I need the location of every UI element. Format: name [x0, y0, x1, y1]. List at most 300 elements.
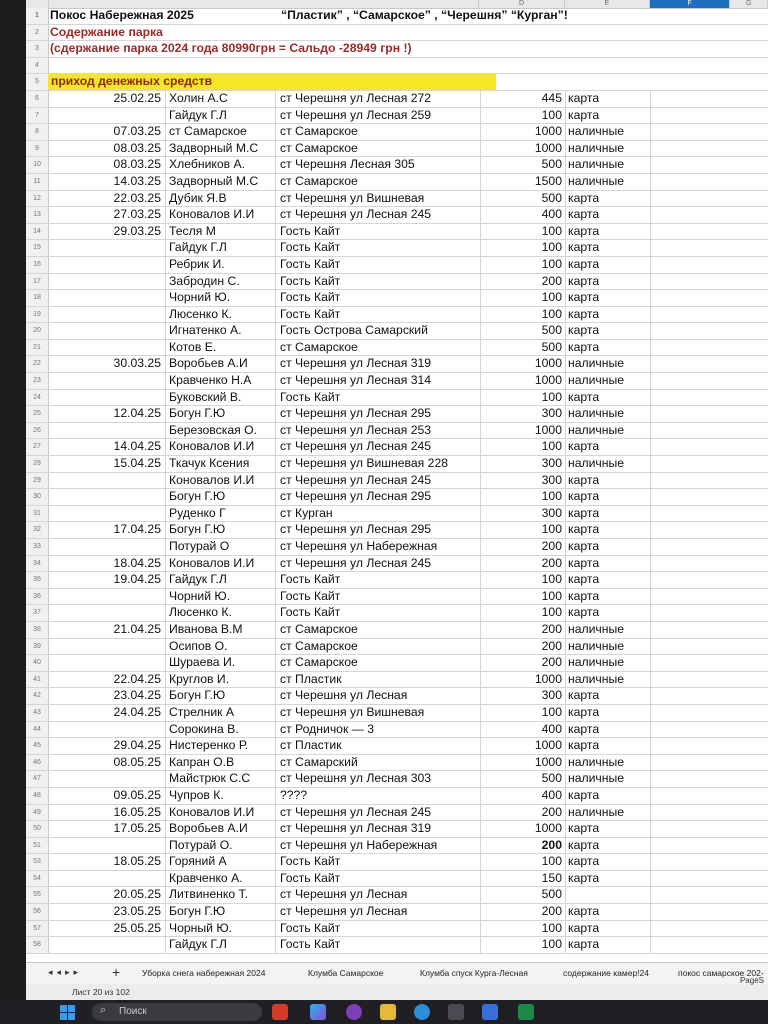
place-cell[interactable]: Гость Кайт [276, 589, 481, 605]
payment-cell[interactable]: наличные [566, 174, 651, 190]
row-number[interactable]: 17 [26, 274, 49, 290]
name-cell[interactable]: Хлебников А. [166, 157, 276, 173]
place-cell[interactable]: Гость Кайт [276, 854, 481, 870]
name-cell[interactable]: Круглов И. [166, 672, 276, 688]
column-header-g[interactable]: G [730, 0, 768, 8]
name-cell[interactable]: Березовская О. [166, 423, 276, 439]
place-cell[interactable]: Гость Кайт [276, 937, 481, 953]
place-cell[interactable]: ст Черешня ул Набережная [276, 838, 481, 854]
sheet-tab[interactable]: покос самарское 202- [678, 968, 764, 978]
amount-cell[interactable]: 100 [481, 854, 566, 870]
payment-cell[interactable]: наличные [566, 755, 651, 771]
title-right[interactable]: “Пластик” , “Самарское” , “Черешня” “Курган”! [281, 8, 568, 22]
row-number[interactable]: 39 [26, 639, 49, 655]
add-sheet-button[interactable]: + [112, 964, 121, 980]
date-cell[interactable]: 22.04.25 [48, 672, 166, 688]
place-cell[interactable]: ст Самарское [276, 655, 481, 671]
name-cell[interactable]: Чупров К. [166, 788, 276, 804]
name-cell[interactable]: Кравченко А. [166, 871, 276, 887]
date-cell[interactable] [48, 539, 166, 555]
amount-cell[interactable]: 500 [481, 157, 566, 173]
row-number[interactable]: 56 [26, 904, 49, 920]
amount-cell[interactable]: 200 [481, 556, 566, 572]
payment-cell[interactable]: карта [566, 290, 651, 306]
date-cell[interactable]: 25.02.25 [48, 91, 166, 107]
place-cell[interactable]: ст Черешня ул Лесная 303 [276, 771, 481, 787]
name-cell[interactable]: Нистеренко Р. [166, 738, 276, 754]
payment-cell[interactable]: наличные [566, 655, 651, 671]
date-cell[interactable] [48, 390, 166, 406]
amount-cell[interactable]: 1000 [481, 124, 566, 140]
date-cell[interactable]: 22.03.25 [48, 191, 166, 207]
date-cell[interactable] [48, 605, 166, 621]
row-number[interactable]: 58 [26, 937, 49, 953]
edge-icon[interactable] [414, 1004, 430, 1020]
payment-cell[interactable]: карта [566, 838, 651, 854]
place-cell[interactable]: Гость Кайт [276, 240, 481, 256]
name-cell[interactable]: Тесля М [166, 224, 276, 240]
row-number[interactable]: 19 [26, 307, 49, 323]
row-number[interactable]: 16 [26, 257, 49, 273]
row-number[interactable]: 35 [26, 572, 49, 588]
payment-cell[interactable]: карта [566, 688, 651, 704]
row-number[interactable]: 38 [26, 622, 49, 638]
payment-cell[interactable]: карта [566, 506, 651, 522]
viber-icon[interactable] [346, 1004, 362, 1020]
name-cell[interactable]: Коновалов И.И [166, 207, 276, 223]
amount-cell[interactable]: 200 [481, 805, 566, 821]
place-cell[interactable]: ст Черешня ул Лесная 245 [276, 473, 481, 489]
date-cell[interactable] [48, 937, 166, 953]
row-number[interactable]: 12 [26, 191, 49, 207]
name-cell[interactable]: Игнатенко А. [166, 323, 276, 339]
store-icon[interactable] [448, 1004, 464, 1020]
amount-cell[interactable]: 300 [481, 456, 566, 472]
amount-cell[interactable]: 1500 [481, 174, 566, 190]
date-cell[interactable] [48, 323, 166, 339]
row-number[interactable]: 13 [26, 207, 49, 223]
sheet-tab[interactable]: Клумба спуск Курга-Лесная [420, 968, 528, 978]
sheet-tab[interactable]: содержание камер!24 [563, 968, 649, 978]
amount-cell[interactable]: 100 [481, 589, 566, 605]
amount-cell[interactable]: 100 [481, 489, 566, 505]
place-cell[interactable]: ст Родничок — 3 [276, 722, 481, 738]
payment-cell[interactable]: карта [566, 274, 651, 290]
sheet-grid[interactable] [26, 8, 768, 954]
date-cell[interactable]: 30.03.25 [48, 356, 166, 372]
payment-cell[interactable]: карта [566, 788, 651, 804]
date-cell[interactable] [48, 307, 166, 323]
payment-cell[interactable]: карта [566, 108, 651, 124]
date-cell[interactable]: 07.03.25 [48, 124, 166, 140]
name-cell[interactable]: Стрелник А [166, 705, 276, 721]
sheet-nav-arrows-icon[interactable]: ◂◂▸▸ [48, 967, 83, 977]
place-cell[interactable]: ст Черешня Лесная 305 [276, 157, 481, 173]
payment-cell[interactable]: карта [566, 191, 651, 207]
amount-cell[interactable]: 100 [481, 290, 566, 306]
row-number[interactable]: 8 [26, 124, 49, 140]
date-cell[interactable]: 24.04.25 [48, 705, 166, 721]
place-cell[interactable]: ст Черешня ул Лесная 272 [276, 91, 481, 107]
row-number[interactable]: 14 [26, 224, 49, 240]
row-number[interactable]: 7 [26, 108, 49, 124]
subtitle-cell[interactable]: Содержание парка [50, 24, 163, 39]
row-number[interactable]: 49 [26, 805, 49, 821]
payment-cell[interactable]: карта [566, 921, 651, 937]
amount-cell[interactable]: 500 [481, 340, 566, 356]
date-cell[interactable] [48, 722, 166, 738]
amount-cell[interactable]: 200 [481, 655, 566, 671]
payment-cell[interactable]: карта [566, 705, 651, 721]
place-cell[interactable]: Гость Кайт [276, 257, 481, 273]
payment-cell[interactable]: наличные [566, 406, 651, 422]
payment-cell[interactable]: наличные [566, 622, 651, 638]
place-cell[interactable]: ст Черешня ул Лесная 245 [276, 805, 481, 821]
payment-cell[interactable]: карта [566, 473, 651, 489]
payment-cell[interactable]: карта [566, 91, 651, 107]
row-number[interactable]: 18 [26, 290, 49, 306]
row-number[interactable]: 47 [26, 771, 49, 787]
payment-cell[interactable]: наличные [566, 771, 651, 787]
payment-cell[interactable]: карта [566, 605, 651, 621]
date-cell[interactable]: 27.03.25 [48, 207, 166, 223]
payment-cell[interactable]: карта [566, 323, 651, 339]
payment-cell[interactable]: карта [566, 821, 651, 837]
name-cell[interactable]: Коновалов И.И [166, 473, 276, 489]
date-cell[interactable]: 08.03.25 [48, 141, 166, 157]
row-number[interactable]: 55 [26, 887, 49, 903]
place-cell[interactable]: ст Черешня ул Набережная [276, 539, 481, 555]
amount-cell[interactable]: 500 [481, 323, 566, 339]
date-cell[interactable] [48, 506, 166, 522]
date-cell[interactable] [48, 257, 166, 273]
amount-cell[interactable]: 100 [481, 257, 566, 273]
amount-cell[interactable]: 300 [481, 688, 566, 704]
row-number[interactable]: 41 [26, 672, 49, 688]
name-cell[interactable]: Чорний Ю. [166, 290, 276, 306]
column-header-e[interactable]: E [565, 0, 650, 8]
date-cell[interactable]: 12.04.25 [48, 406, 166, 422]
date-cell[interactable]: 19.04.25 [48, 572, 166, 588]
name-cell[interactable]: Воробьев А.И [166, 356, 276, 372]
payment-cell[interactable]: наличные [566, 805, 651, 821]
row-number[interactable]: 27 [26, 439, 49, 455]
payment-cell[interactable]: карта [566, 572, 651, 588]
date-cell[interactable] [48, 473, 166, 489]
payment-cell[interactable]: карта [566, 224, 651, 240]
row-number[interactable]: 21 [26, 340, 49, 356]
place-cell[interactable]: ст Черешня ул Лесная 245 [276, 207, 481, 223]
name-cell[interactable]: Дубик Я.В [166, 191, 276, 207]
payment-cell[interactable] [566, 887, 651, 903]
name-cell[interactable]: Воробьев А.И [166, 821, 276, 837]
amount-cell[interactable]: 400 [481, 788, 566, 804]
row-number[interactable]: 22 [26, 356, 49, 372]
payment-cell[interactable]: карта [566, 340, 651, 356]
amount-cell[interactable]: 100 [481, 705, 566, 721]
row-number[interactable]: 5 [26, 74, 49, 90]
name-cell[interactable]: Ткачук Ксения [166, 456, 276, 472]
row-number[interactable]: 36 [26, 589, 49, 605]
name-cell[interactable]: Чорний Ю. [166, 589, 276, 605]
date-cell[interactable]: 17.05.25 [48, 821, 166, 837]
date-cell[interactable]: 25.05.25 [48, 921, 166, 937]
row-number[interactable]: 10 [26, 157, 49, 173]
amount-cell[interactable]: 100 [481, 108, 566, 124]
place-cell[interactable]: ст Самарское [276, 340, 481, 356]
row-number[interactable]: 11 [26, 174, 49, 190]
amount-cell[interactable]: 100 [481, 605, 566, 621]
place-cell[interactable]: ст Самарское [276, 124, 481, 140]
place-cell[interactable]: ст Черешня ул Лесная 253 [276, 423, 481, 439]
row-number[interactable]: 45 [26, 738, 49, 754]
sheet-tab[interactable]: Клумба Самарское [308, 968, 384, 978]
excel-icon[interactable] [518, 1004, 534, 1020]
date-cell[interactable]: 15.04.25 [48, 456, 166, 472]
amount-cell[interactable]: 100 [481, 522, 566, 538]
name-cell[interactable]: Люсенко К. [166, 605, 276, 621]
corner-cell[interactable] [26, 0, 49, 8]
date-cell[interactable]: 29.04.25 [48, 738, 166, 754]
amount-cell[interactable]: 200 [481, 838, 566, 854]
place-cell[interactable]: Гость Кайт [276, 921, 481, 937]
amount-cell[interactable]: 200 [481, 639, 566, 655]
place-cell[interactable]: ст Черешня ул Лесная 245 [276, 556, 481, 572]
date-cell[interactable]: 08.03.25 [48, 157, 166, 173]
name-cell[interactable]: Гайдук Г.Л [166, 572, 276, 588]
place-cell[interactable]: ???? [276, 788, 481, 804]
payment-cell[interactable]: карта [566, 489, 651, 505]
payment-cell[interactable]: карта [566, 522, 651, 538]
payment-cell[interactable]: карта [566, 589, 651, 605]
name-cell[interactable]: Потурай О [166, 539, 276, 555]
mail-icon[interactable] [482, 1004, 498, 1020]
name-cell[interactable]: Богун Г.Ю [166, 904, 276, 920]
name-cell[interactable]: Гайдук Г.Л [166, 240, 276, 256]
date-cell[interactable] [48, 771, 166, 787]
name-cell[interactable]: Шураева И. [166, 655, 276, 671]
place-cell[interactable]: Гость Острова Самарский [276, 323, 481, 339]
place-cell[interactable]: ст Курган [276, 506, 481, 522]
payment-cell[interactable]: наличные [566, 124, 651, 140]
name-cell[interactable]: Капран О.В [166, 755, 276, 771]
name-cell[interactable]: Холин А.С [166, 91, 276, 107]
payment-cell[interactable]: карта [566, 240, 651, 256]
row-number[interactable]: 24 [26, 390, 49, 406]
place-cell[interactable]: Гость Кайт [276, 274, 481, 290]
payment-cell[interactable]: карта [566, 307, 651, 323]
date-cell[interactable] [48, 340, 166, 356]
date-cell[interactable] [48, 655, 166, 671]
place-cell[interactable]: ст Черешня ул Лесная 295 [276, 522, 481, 538]
date-cell[interactable]: 23.04.25 [48, 688, 166, 704]
row-number[interactable]: 42 [26, 688, 49, 704]
amount-cell[interactable]: 1000 [481, 672, 566, 688]
place-cell[interactable]: ст Пластик [276, 672, 481, 688]
place-cell[interactable]: Гость Кайт [276, 290, 481, 306]
payment-cell[interactable]: карта [566, 904, 651, 920]
amount-cell[interactable]: 300 [481, 506, 566, 522]
amount-cell[interactable]: 1000 [481, 755, 566, 771]
amount-cell[interactable]: 1000 [481, 141, 566, 157]
amount-cell[interactable]: 300 [481, 406, 566, 422]
row-number[interactable]: 6 [26, 91, 49, 107]
amount-cell[interactable]: 1000 [481, 373, 566, 389]
name-cell[interactable]: Коновалов И.И [166, 439, 276, 455]
payment-cell[interactable]: наличные [566, 157, 651, 173]
note-cell[interactable]: (сдержание парка 2024 года 80990грн = Сальдо -28949 грн !) [50, 41, 412, 56]
amount-cell[interactable]: 445 [481, 91, 566, 107]
amount-cell[interactable]: 100 [481, 224, 566, 240]
place-cell[interactable]: ст Самарский [276, 755, 481, 771]
row-number[interactable]: 15 [26, 240, 49, 256]
payment-cell[interactable]: карта [566, 390, 651, 406]
amount-cell[interactable]: 100 [481, 439, 566, 455]
date-cell[interactable] [48, 423, 166, 439]
name-cell[interactable]: Кравченко Н.А [166, 373, 276, 389]
place-cell[interactable]: Гость Кайт [276, 307, 481, 323]
date-cell[interactable] [48, 290, 166, 306]
amount-cell[interactable]: 100 [481, 572, 566, 588]
row-number[interactable]: 46 [26, 755, 49, 771]
title-left[interactable]: Покос Набережная 2025 [50, 8, 194, 22]
date-cell[interactable]: 09.05.25 [48, 788, 166, 804]
place-cell[interactable]: ст Черешня ул Лесная [276, 887, 481, 903]
date-cell[interactable]: 29.03.25 [48, 224, 166, 240]
date-cell[interactable]: 17.04.25 [48, 522, 166, 538]
amount-cell[interactable]: 1000 [481, 821, 566, 837]
amount-cell[interactable]: 1000 [481, 738, 566, 754]
name-cell[interactable]: Литвиненко Т. [166, 887, 276, 903]
name-cell[interactable]: Сорокина В. [166, 722, 276, 738]
amount-cell[interactable]: 1000 [481, 423, 566, 439]
name-cell[interactable]: Коновалов И.И [166, 556, 276, 572]
row-number[interactable]: 20 [26, 323, 49, 339]
payment-cell[interactable]: наличные [566, 423, 651, 439]
place-cell[interactable]: ст Черешня ул Лесная 314 [276, 373, 481, 389]
place-cell[interactable]: Гость Кайт [276, 390, 481, 406]
amount-cell[interactable]: 100 [481, 390, 566, 406]
amount-cell[interactable]: 200 [481, 622, 566, 638]
payment-cell[interactable]: карта [566, 439, 651, 455]
place-cell[interactable]: ст Черешня ул Лесная 319 [276, 821, 481, 837]
place-cell[interactable]: Гость Кайт [276, 224, 481, 240]
name-cell[interactable]: Потурай О. [166, 838, 276, 854]
date-cell[interactable] [48, 240, 166, 256]
amount-cell[interactable]: 300 [481, 473, 566, 489]
amount-cell[interactable]: 400 [481, 722, 566, 738]
column-header-f[interactable]: F [650, 0, 730, 8]
name-cell[interactable]: Буковский В. [166, 390, 276, 406]
amount-cell[interactable]: 400 [481, 207, 566, 223]
place-cell[interactable]: ст Черешня ул Вишневая 228 [276, 456, 481, 472]
payment-cell[interactable]: карта [566, 722, 651, 738]
place-cell[interactable]: ст Самарское [276, 174, 481, 190]
row-number[interactable]: 32 [26, 522, 49, 538]
row-number[interactable]: 9 [26, 141, 49, 157]
name-cell[interactable]: Горяний А [166, 854, 276, 870]
payment-cell[interactable]: карта [566, 207, 651, 223]
payment-cell[interactable]: наличные [566, 356, 651, 372]
place-cell[interactable]: ст Черешня ул Лесная 295 [276, 406, 481, 422]
payment-cell[interactable]: наличные [566, 639, 651, 655]
date-cell[interactable] [48, 489, 166, 505]
row-number[interactable]: 26 [26, 423, 49, 439]
column-header-d[interactable]: D [479, 0, 564, 8]
place-cell[interactable]: ст Черешня ул Лесная 245 [276, 439, 481, 455]
name-cell[interactable]: Гайдук Г.Л [166, 108, 276, 124]
name-cell[interactable]: Коновалов И.И [166, 805, 276, 821]
name-cell[interactable]: Чорный Ю. [166, 921, 276, 937]
name-cell[interactable]: Гайдук Г.Л [166, 937, 276, 953]
payment-cell[interactable]: карта [566, 539, 651, 555]
name-cell[interactable]: Богун Г.Ю [166, 688, 276, 704]
file-explorer-icon[interactable] [380, 1004, 396, 1020]
copilot-icon[interactable] [310, 1004, 326, 1020]
date-cell[interactable] [48, 373, 166, 389]
row-number[interactable]: 4 [26, 58, 49, 74]
date-cell[interactable] [48, 871, 166, 887]
row-number[interactable]: 53 [26, 854, 49, 870]
date-cell[interactable] [48, 108, 166, 124]
name-cell[interactable]: Задворный М.С [166, 174, 276, 190]
name-cell[interactable]: Задворный М.С [166, 141, 276, 157]
app-icon[interactable] [272, 1004, 288, 1020]
row-number[interactable]: 30 [26, 489, 49, 505]
row-number[interactable]: 40 [26, 655, 49, 671]
sheet-tab[interactable]: Уборка снега набережная 2024 [142, 968, 266, 978]
amount-cell[interactable]: 200 [481, 539, 566, 555]
payment-cell[interactable]: наличные [566, 456, 651, 472]
place-cell[interactable]: ст Черешня ул Лесная 259 [276, 108, 481, 124]
windows-start-icon[interactable] [60, 1005, 75, 1020]
date-cell[interactable]: 20.05.25 [48, 887, 166, 903]
payment-cell[interactable]: наличные [566, 672, 651, 688]
row-number[interactable]: 54 [26, 871, 49, 887]
payment-cell[interactable]: карта [566, 738, 651, 754]
amount-cell[interactable]: 1000 [481, 356, 566, 372]
amount-cell[interactable]: 500 [481, 191, 566, 207]
name-cell[interactable]: Забродин С. [166, 274, 276, 290]
place-cell[interactable]: Гость Кайт [276, 871, 481, 887]
name-cell[interactable]: Майстрюк С.С [166, 771, 276, 787]
row-number[interactable]: 3 [26, 41, 49, 57]
row-number[interactable]: 50 [26, 821, 49, 837]
amount-cell[interactable]: 100 [481, 307, 566, 323]
payment-cell[interactable]: карта [566, 871, 651, 887]
column-header[interactable] [49, 0, 480, 8]
payment-cell[interactable]: карта [566, 854, 651, 870]
payment-cell[interactable]: карта [566, 556, 651, 572]
date-cell[interactable] [48, 274, 166, 290]
date-cell[interactable]: 23.05.25 [48, 904, 166, 920]
payment-cell[interactable]: карта [566, 257, 651, 273]
name-cell[interactable]: ст Самарское [166, 124, 276, 140]
amount-cell[interactable]: 100 [481, 240, 566, 256]
place-cell[interactable]: ст Черешня ул Вишневая [276, 191, 481, 207]
date-cell[interactable] [48, 589, 166, 605]
date-cell[interactable]: 18.05.25 [48, 854, 166, 870]
payment-cell[interactable]: карта [566, 937, 651, 953]
row-number[interactable]: 1 [26, 8, 49, 24]
row-number[interactable]: 28 [26, 456, 49, 472]
name-cell[interactable]: Богун Г.Ю [166, 522, 276, 538]
date-cell[interactable]: 16.05.25 [48, 805, 166, 821]
row-number[interactable]: 43 [26, 705, 49, 721]
place-cell[interactable]: ст Черешня ул Лесная 295 [276, 489, 481, 505]
name-cell[interactable]: Иванова В.М [166, 622, 276, 638]
row-number[interactable]: 23 [26, 373, 49, 389]
